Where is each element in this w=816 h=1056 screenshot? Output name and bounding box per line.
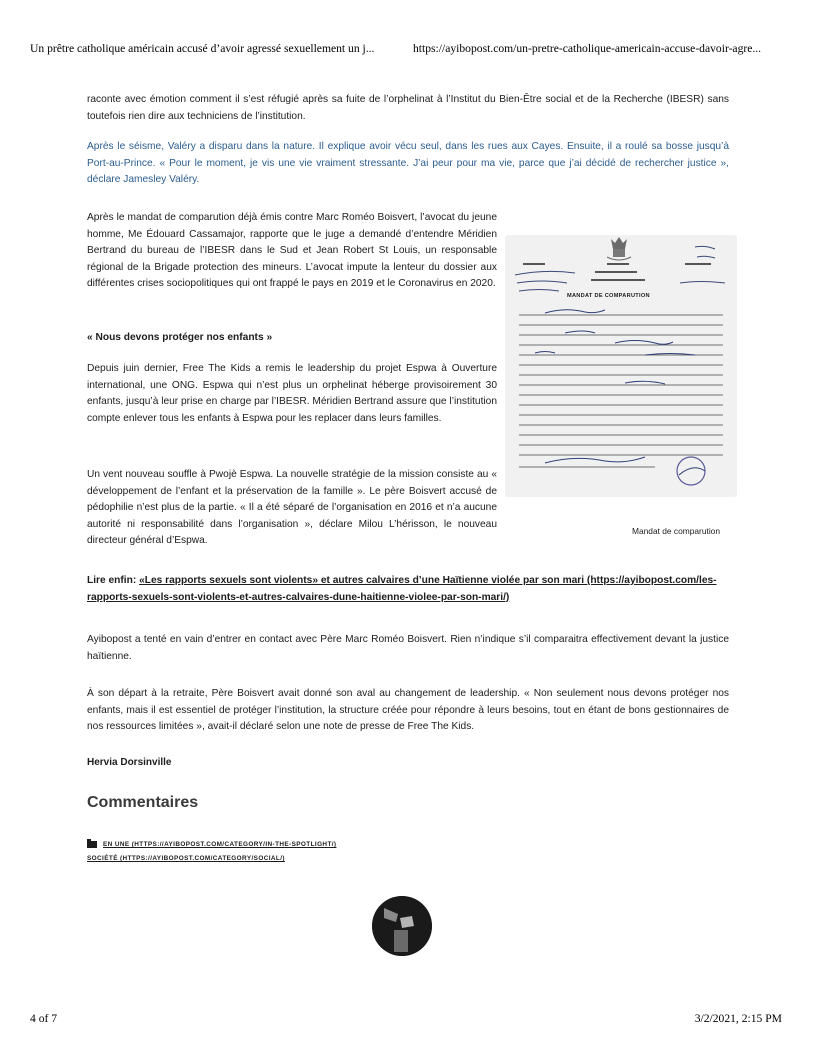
author-name: Hervia Dorsinville [87, 757, 172, 768]
print-datetime: 3/2/2021, 2:15 PM [694, 1012, 782, 1025]
subheading-text: « Nous devons protéger nos enfants » [87, 332, 273, 343]
page-url[interactable]: https://ayibopost.com/un-pretre-catholique-americain-accuse-davoir-agre... [413, 42, 762, 55]
paragraph-text: raconte avec émotion comment il s’est réfugié après sa fuite de l’orphelinat à l’Institut du Bien-Être social et de la Recherche (IBESR) sans toutefois rien dire aux techniciens de l’institution. [87, 94, 729, 122]
official-stamp [677, 457, 705, 485]
document-heading: MANDAT DE COMPARUTION [567, 293, 650, 299]
article-paragraph-1 [87, 92, 729, 125]
category-link-societe[interactable]: SOCIÉTÉ (HTTPS://AYIBOPOST.COM/CATEGORY/SOCIAL/) [87, 855, 285, 862]
paragraph-text: Un vent nouveau souffle à Pwojè Espwa. La nouvelle stratégie de la mission consiste au « développement de l’enfant et la préservation de la famille ». Le père Boisvert accusé de pédophilie n’est plus de la partie. « Il a été séparé de l’organisation en 2016 et n’a aucune autorité ni responsabilité dans l’organisation », déclare Milou L’hérisson, le nouveau directeur général d’Espwa. [87, 469, 497, 547]
page-title: Un prêtre catholique américain accusé d’avoir agressé sexuellement un j... [30, 42, 375, 55]
page-number: 4 of 7 [30, 1012, 58, 1025]
handwritten-note [695, 246, 715, 258]
comments-heading: Commentaires [87, 794, 199, 811]
court-summons-image [505, 235, 737, 497]
coat-of-arms-icon [607, 237, 631, 260]
print-header [30, 42, 788, 55]
author-line [87, 757, 729, 768]
document-text-lines [519, 315, 723, 467]
avatar [372, 896, 432, 956]
paragraph-text: À son départ à la retraite, Père Boisvert avait donné son aval au changement de leadership. « Non seulement nous devons protéger nos enfants, mais il est essentiel de protéger l’institution, la structure créée pour répondre à leurs besoins, tout en étant de bons gestionnaires de nos ressources limitées », avait-il déclaré selon une note de presse de Free The Kids. [87, 688, 729, 733]
related-article-link[interactable]: «Les rapports sexuels sont violents» et autres calvaires d’une Haïtienne violée par son mari (https://ayibopost.com/les-rapports-sexuels-sont-violents-et-autres-calvaires-dune-haitienne-violee-par-son-mari/) [87, 575, 717, 603]
document-drawing [505, 235, 737, 497]
folder-icon [87, 841, 97, 848]
article-paragraph-2 [87, 139, 729, 189]
category-link-en-une[interactable]: EN UNE (HTTPS://AYIBOPOST.COM/CATEGORY/IN-THE-SPOTLIGHT/) [103, 841, 337, 848]
paragraph-text: Depuis juin dernier, Free The Kids a remis le leadership du projet Espwa à Ouverture international, une ONG. Espwa qui n’est plus un orphelinat héberge provisoirement 30 enfants, jusqu’à leur prise en charge par l’IBESR. Méridien Bertrand assure que l’institution compte enlever tous les enfants à Espwa pour les replacer dans leurs familles. [87, 363, 497, 424]
related-label: Lire enfin: [87, 575, 140, 586]
paragraph-text: Après le séisme, Valéry a disparu dans la nature. Il explique avoir vécu seul, dans les rues aux Cayes. Ensuite, il a roulé sa bosse jusqu’à Port-au-Prince. « Pour le moment, je vis une vie vraiment stressante. J’ai peur pour ma vie, parce que j’ai décidé de rechercher justice », déclare Jamesley Valéry. [87, 141, 729, 186]
figure-caption: Mandat de comparution [632, 526, 720, 536]
handwritten-fill-ins [535, 310, 695, 463]
category-links [87, 838, 729, 866]
print-footer [30, 1012, 782, 1025]
comments-section [87, 794, 729, 812]
paragraph-text: Ayibopost a tenté en vain d’entrer en contact avec Père Marc Roméo Boisvert. Rien n’indique s’il comparaitra effectivement devant la justice haïtienne. [87, 634, 729, 662]
handwritten-note [515, 271, 575, 291]
related-article [87, 573, 729, 606]
paragraph-text: Après le mandat de comparution déjà émis contre Marc Roméo Boisvert, l’avocat du jeune homme, Me Édouard Cassamajor, rapporte que le juge a demandé d’entendre Méridien Bertrand du bureau de l’IBESR dans le Sud et Jean Robert St Louis, un responsable régional de la Brigade protection des mineurs. L’avocat impute la lenteur du dossier aux différentes crises sociopolitiques qui ont frappé le pays en 2019 et le Coronavirus en 2020. [87, 212, 497, 290]
handwritten-note [680, 282, 725, 284]
article-paragraph-6 [87, 632, 729, 665]
avatar-image [372, 896, 432, 956]
article-paragraph-7 [87, 686, 729, 736]
motto-labels [523, 263, 711, 281]
